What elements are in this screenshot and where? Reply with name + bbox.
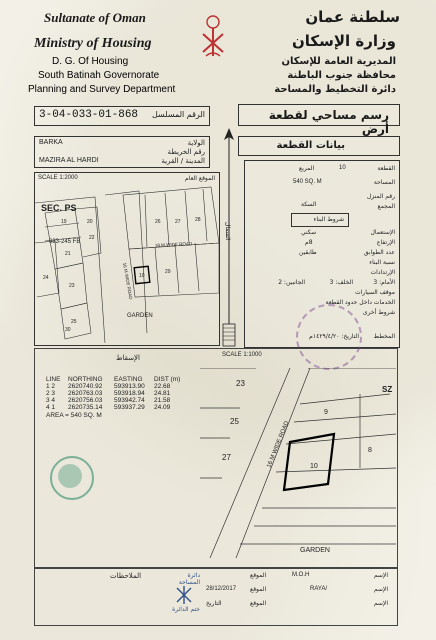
detail-road-label: 16 M WIDE ROAD <box>266 420 291 469</box>
plot-no: 10 <box>339 165 346 171</box>
setback-sides: الجانبين: 2 <box>278 279 305 286</box>
col-line: LINE <box>46 376 61 383</box>
table-row <box>46 404 206 411</box>
height-value: 8م <box>305 239 313 246</box>
header-ar-line3: المديرية العامة للإسكان <box>281 56 396 67</box>
header-en-line1: Sultanate of Oman <box>44 10 146 25</box>
detail-label-25: 25 <box>230 417 239 426</box>
signature-row <box>200 586 392 600</box>
detail-map-drawing <box>200 368 396 564</box>
detail-label-9: 9 <box>324 409 328 416</box>
row-value: RAYA/ <box>310 586 328 592</box>
general-map-label-21: 21 <box>65 251 71 257</box>
house-no-label: رقم المنزل <box>366 193 395 200</box>
cell-dist: 24.09 <box>154 404 171 411</box>
general-map-label-26: 26 <box>155 219 161 225</box>
row-date: 28/12/2017 <box>206 586 237 592</box>
plot-data-title: بيانات القطعة <box>276 140 345 151</box>
detail-label-8: 8 <box>368 447 372 454</box>
cell-easting: 593913.90 <box>114 383 145 390</box>
setback-front: الأمام: 3 <box>373 279 395 286</box>
title-box <box>238 104 400 136</box>
serial-box <box>34 106 210 126</box>
detail-label-23: 23 <box>236 379 245 388</box>
col-easting: EASTING <box>114 376 143 383</box>
signature-rows <box>200 572 392 614</box>
header-ar-line1: سلطنة عمان <box>305 8 400 26</box>
floors-value: طابقين <box>299 249 317 256</box>
general-map-label-25: 25 <box>71 319 77 325</box>
street-label: السكة <box>301 201 317 208</box>
cell-line: 2 3 <box>46 390 56 397</box>
complex-label: المجمع <box>377 203 395 210</box>
header-en-line3: D. G. Of Housing <box>52 56 129 67</box>
setback-back: الخلف: 3 <box>329 279 353 286</box>
header-en-line2: Ministry of Housing <box>34 36 152 51</box>
use-label: الإستعمال <box>370 229 395 236</box>
header-ar-line2: وزارة الإسكان <box>291 32 396 50</box>
cell-dist: 22.68 <box>154 383 171 390</box>
ratio-label: نسبة البناء <box>369 259 395 266</box>
plot-date: التاريخ: ١٤٢٩/٤/٢٠م <box>309 333 359 340</box>
other-label: شروط أخرى <box>362 309 395 316</box>
coordinates-header <box>46 376 206 383</box>
setbacks-label: الإرتدادات <box>370 269 395 276</box>
area-total: AREA = 540 SQ. M <box>46 412 102 419</box>
area-label: المساحة <box>373 179 395 186</box>
general-map-scale: SCALE 1:2000 <box>38 175 78 181</box>
signature-row <box>200 572 392 586</box>
header-ar-line4: محافظة جنوب الباطنة <box>287 70 396 81</box>
cell-northing: 2620740.92 <box>68 383 103 390</box>
general-map-drawing <box>35 183 219 345</box>
village-value: MAZIRA AL HARDI <box>39 157 99 164</box>
general-map-label-19: 19 <box>61 219 67 225</box>
detail-label-sz: SZ <box>382 385 393 394</box>
header-en-line5: Planning and Survey Department <box>28 84 176 95</box>
wilayat-value: BARKA <box>39 139 63 146</box>
table-row <box>46 397 206 404</box>
floors-label: عدد الطوابق <box>363 249 395 256</box>
general-map-label-22: 22 <box>89 235 95 241</box>
notes-label: الملاحظات <box>110 572 142 580</box>
cell-northing: 2620756.03 <box>68 397 103 404</box>
row-label2: الإسم <box>373 586 388 593</box>
general-map-road-1: 16 M WIDE ROAD <box>122 262 134 300</box>
cell-easting: 593942.74 <box>114 397 145 404</box>
detail-label-10: 10 <box>310 463 318 470</box>
conditions-box <box>291 213 349 227</box>
cell-line: 3 4 <box>46 397 56 404</box>
header-ar-line5: دائرة التخطيط والمساحة <box>274 84 396 95</box>
cell-northing: 2620763.03 <box>68 390 103 397</box>
detail-scale: SCALE 1:1000 <box>222 352 262 358</box>
table-row <box>46 383 206 390</box>
serial-value: 3-04-033-01-868 <box>39 109 139 121</box>
wilayat-label: الولاية <box>187 139 205 147</box>
col-northing: NORTHING <box>68 376 103 383</box>
cell-dist: 24.81 <box>154 390 171 397</box>
inside-label: الخدمات داخل حدود القطعة <box>325 299 395 306</box>
general-map-label-20: 20 <box>87 219 93 225</box>
general-map-title: الموقع العام <box>185 175 215 182</box>
projection-label: الإسقاط <box>116 354 140 362</box>
row-label: الموقع <box>250 586 267 593</box>
row-value: M.O.H <box>292 572 310 578</box>
general-map-label-28: 28 <box>195 217 201 223</box>
general-map-label-24: 24 <box>43 275 49 281</box>
cell-northing: 2620735.14 <box>68 404 103 411</box>
row-label: الموقع <box>250 600 267 607</box>
detail-garden-label: GARDEN <box>300 547 330 554</box>
row-label2: الإسم <box>373 572 388 579</box>
cell-line: 1 2 <box>46 383 56 390</box>
green-stamp-inner <box>58 464 82 488</box>
general-map-label-30: 30 <box>65 327 71 333</box>
parking-label: موقف السيارات <box>355 289 395 296</box>
cell-line: 4 1 <box>46 404 56 411</box>
block-label: المربع <box>299 165 315 172</box>
map-no-label: رقم الخريطة <box>167 148 205 156</box>
general-map-label-fb: 033-245 FB <box>49 239 81 245</box>
general-map-box <box>34 172 220 346</box>
general-map-label-plot: 10 <box>139 273 145 279</box>
seal-text: ختم الدائرة <box>172 606 200 613</box>
village-label: المدينة / القرية <box>161 157 205 165</box>
cell-dist: 21.58 <box>154 397 171 404</box>
use-value: سكني <box>301 229 317 236</box>
conditions-label: شروط البناء <box>313 216 344 223</box>
stamp-emblem <box>174 584 194 606</box>
general-map-label-27: 27 <box>175 219 181 225</box>
footer-stamp <box>168 570 200 614</box>
general-map-label-29: 29 <box>165 269 171 275</box>
plot-data-title-box <box>238 136 400 156</box>
general-map-label-sec: SEC. PS <box>41 203 77 213</box>
coordinates-table <box>46 376 206 419</box>
cell-easting: 593937.29 <box>114 404 145 411</box>
row-label2: الإسم <box>373 600 388 607</box>
detail-label-27: 27 <box>222 453 231 462</box>
planner-label: المخطط <box>373 333 395 340</box>
plot-label: القطعة <box>377 165 395 172</box>
north-label: الشمال <box>224 222 231 241</box>
general-map-label-23: 23 <box>69 283 75 289</box>
signature-row <box>200 600 392 614</box>
row-label: الموقع <box>250 572 267 579</box>
header-en-line4: South Batinah Governorate <box>38 70 160 81</box>
stamp-text: دائرة المساحة <box>178 572 200 586</box>
row-date-label: التاريخ <box>206 600 222 607</box>
table-row <box>46 390 206 397</box>
document-title: رسم مساحي لقطعة أرض <box>268 108 389 136</box>
serial-label: الرقم المسلسل <box>151 110 205 119</box>
location-box <box>34 136 210 168</box>
oman-emblem <box>198 12 228 58</box>
col-dist: DIST (m) <box>154 376 181 383</box>
general-map-label-garden: GARDEN <box>127 313 153 319</box>
area-value: 540 SQ. M <box>293 179 322 185</box>
height-label: الإرتفاع <box>376 239 395 246</box>
general-map-road-2: 18 M WIDE ROAD <box>154 241 193 248</box>
cell-easting: 593918.94 <box>114 390 145 397</box>
